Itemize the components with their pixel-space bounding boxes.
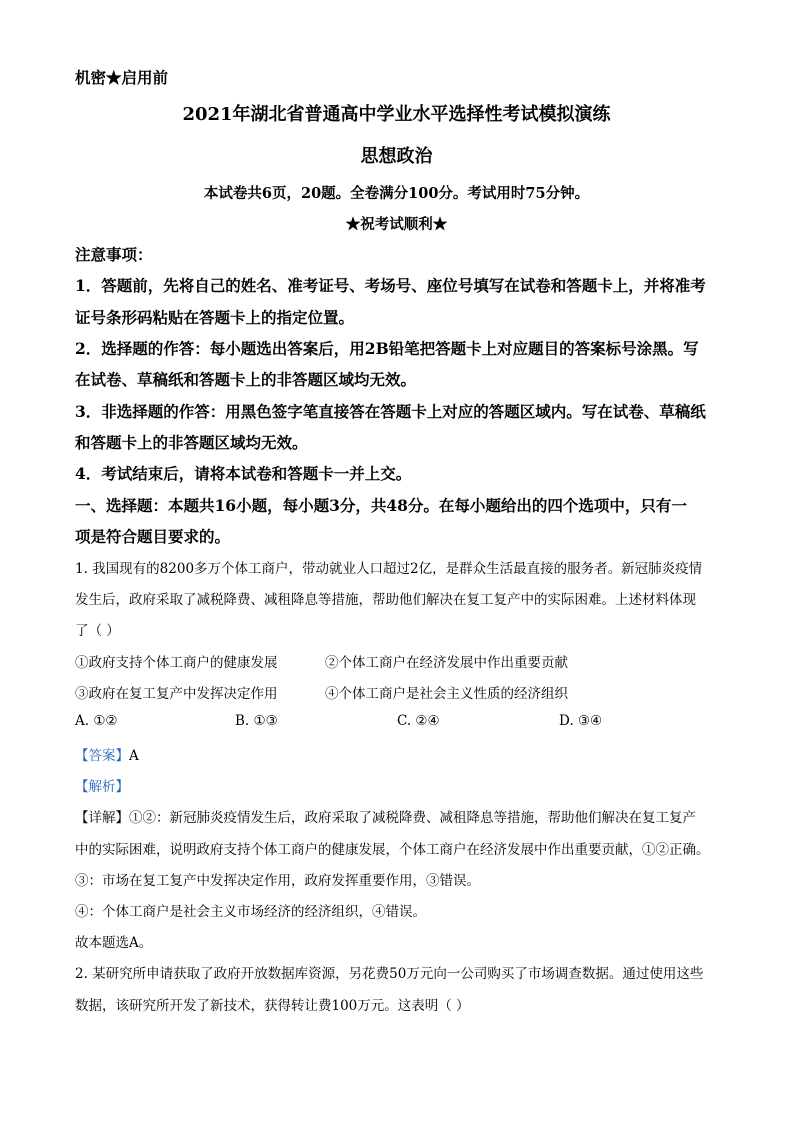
notes-line: 2．选择题的作答：每小题选出答案后，用2B铅笔把答题卡上对应题目的答案标号涂黑。写 bbox=[75, 339, 699, 358]
notes-line: 4．考试结束后，请将本试卷和答题卡一并上交。 bbox=[75, 464, 412, 483]
q1-detail-line: ④：个体工商户是社会主义市场经济的经济组织，④错误。 bbox=[75, 904, 426, 920]
q1-stem-line: 1. 我国现有的8200多万个体工商户，带动就业人口超过2亿，是群众生活最直接的服务者。新冠肺炎疫情 bbox=[75, 561, 703, 577]
section-heading: 一、选择题：本题共16小题，每小题3分，共48分。在每小题给出的四个选项中，只有一 bbox=[75, 496, 687, 515]
q1-statement-4: ④个体工商户是社会主义性质的经济组织 bbox=[325, 686, 568, 702]
notes-line: 3．非选择题的作答：用黑色签字笔直接答在答题卡上对应的答题区域内。写在试卷、草稿纸 bbox=[75, 402, 706, 421]
q2-stem-line: 2. 某研究所申请获取了政府开放数据库资源，另花费50万元向一公司购买了市场调查数据。通过使用这些 bbox=[75, 966, 704, 982]
detail-label: 【详解】 bbox=[75, 810, 129, 826]
q1-option-b: B. ①③ bbox=[235, 713, 278, 729]
q1-answer-line bbox=[75, 744, 139, 764]
subject-title: 思想政治 bbox=[360, 146, 433, 167]
exam-info: 本试卷共6页，20题。全卷满分100分。考试用时75分钟。 bbox=[203, 185, 590, 202]
q1-detail-line: 中的实际困难，说明政府支持个体工商户的健康发展，个体工商户在经济发展中作出重要贡献，①②正确。 bbox=[75, 842, 710, 858]
section-heading-cont: 项是符合题目要求的。 bbox=[75, 527, 231, 546]
q1-option-c: C. ②④ bbox=[397, 713, 440, 729]
good-luck-line: ★祝考试顺利★ bbox=[345, 216, 448, 233]
confidential-label: 机密★启用前 bbox=[75, 68, 169, 87]
notes-line: 证号条形码粘贴在答题卡上的指定位置。 bbox=[75, 308, 355, 327]
answer-label: 【答案】 bbox=[75, 748, 129, 764]
answer-value: A bbox=[129, 748, 139, 764]
notes-heading: 注意事项： bbox=[75, 245, 153, 264]
q1-detail-line: ③：市场在复工复产中发挥决定作用，政府发挥重要作用，③错误。 bbox=[75, 873, 480, 889]
q1-statement-2: ②个体工商户在经济发展中作出重要贡献 bbox=[325, 655, 568, 671]
detail-text: ①②：新冠肺炎疫情发生后，政府采取了减税降费、减租降息等措施，帮助他们解决在复工复产 bbox=[129, 810, 696, 826]
q1-conclusion: 故本题选A。 bbox=[75, 935, 153, 951]
q1-detail-line bbox=[75, 806, 696, 826]
notes-line: 在试卷、草稿纸和答题卡上的非答题区域均无效。 bbox=[75, 370, 417, 389]
q1-statement-3: ③政府在复工复产中发挥决定作用 bbox=[75, 686, 278, 702]
q1-stem-line: 了（ ） bbox=[75, 623, 120, 639]
q2-stem-line: 数据，该研究所开发了新技术，获得转让费100万元。这表明（ ） bbox=[75, 998, 470, 1014]
notes-line: 1．答题前，先将自己的姓名、准考证号、考场号、座位号填写在试卷和答题卡上，并将准考 bbox=[75, 276, 706, 295]
q1-statement-1: ①政府支持个体工商户的健康发展 bbox=[75, 655, 278, 671]
q1-option-d: D. ③④ bbox=[559, 713, 603, 729]
notes-line: 和答题卡上的非答题区域均无效。 bbox=[75, 433, 308, 452]
exam-title: 2021年湖北省普通高中学业水平选择性考试模拟演练 bbox=[182, 104, 611, 125]
q1-stem-line: 发生后，政府采取了减税降费、减租降息等措施，帮助他们解决在复工复产中的实际困难。上述材料体现 bbox=[75, 592, 696, 608]
analysis-label: 【解析】 bbox=[75, 779, 129, 795]
q1-option-a: A. ①② bbox=[75, 713, 118, 729]
